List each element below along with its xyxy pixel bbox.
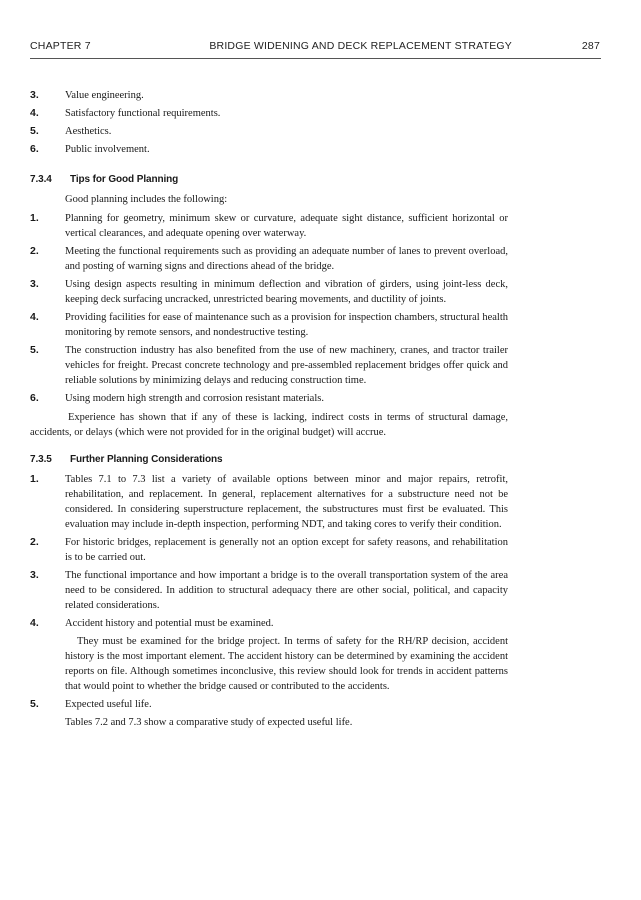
list-item-number: 5. xyxy=(30,125,39,137)
chapter-label: CHAPTER 7 xyxy=(30,40,91,52)
list-item-text: Meeting the functional requirements such as providing an adequate number of lanes to prevent overload, and posting of warning signs and directions ahead of the bridge. xyxy=(65,246,508,272)
list-item-text: Satisfactory functional requirements. xyxy=(65,108,221,119)
running-header xyxy=(30,40,600,56)
section-number: 7.3.5 xyxy=(30,454,52,465)
list-item-number: 2. xyxy=(30,536,39,548)
section-heading xyxy=(30,452,508,467)
list-item-text: Accident history and potential must be examined. xyxy=(65,618,274,629)
list-item-number: 3. xyxy=(30,569,39,581)
list-item xyxy=(30,106,508,121)
list-item-text: Using modern high strength and corrosion resistant materials. xyxy=(65,393,324,404)
list-item xyxy=(30,697,508,712)
list-item-text: Value engineering. xyxy=(65,90,144,101)
list-item xyxy=(30,142,508,157)
page-number: 287 xyxy=(581,40,600,52)
header-rule xyxy=(30,58,601,59)
list-item-number: 1. xyxy=(30,212,39,224)
list-item xyxy=(30,472,508,532)
section-7-3-5 xyxy=(30,452,508,730)
list-item xyxy=(30,343,508,388)
list-item-number: 5. xyxy=(30,344,39,356)
list-item xyxy=(30,535,508,565)
section-title: Further Planning Considerations xyxy=(70,454,223,465)
item-5-paragraph: Tables 7.2 and 7.3 show a comparative study of expected useful life. xyxy=(65,717,353,728)
list-item-text: Public involvement. xyxy=(65,144,150,155)
list-item-number: 4. xyxy=(30,107,39,119)
list-item-number: 2. xyxy=(30,245,39,257)
section-title: Tips for Good Planning xyxy=(70,174,179,185)
list-item-number: 3. xyxy=(30,278,39,290)
list-item-text: For historic bridges, replacement is generally not an option except for safety reasons, and rehabilitation is to be carried out. xyxy=(65,537,508,563)
list-item-number: 1. xyxy=(30,473,39,485)
section-heading xyxy=(30,172,508,187)
section-7-3-4 xyxy=(30,172,508,440)
list-item xyxy=(30,310,508,340)
list-item-text: Using design aspects resulting in minimum deflection and vibration of girders, using joint-less deck, keeping deck surfacing uncracked, unrestricted bearing movements, and ductility of joints. xyxy=(65,279,508,305)
page-body xyxy=(30,88,508,734)
section-number: 7.3.4 xyxy=(30,174,52,185)
list-item-number: 4. xyxy=(30,617,39,629)
list-item-text: Tables 7.1 to 7.3 list a variety of available options between minor and major repairs, retrofit, rehabilitation, and replacement. In general, replacement alternatives for a substructure need not be considered. In considering superstructure replacement, the substructures must first be evaluated. This evaluation may include in-depth inspection, performing NDT, and taking cores to verify their condition. xyxy=(65,474,508,530)
list-item-text: The functional importance and how important a bridge is to the overall transportation system of the area need to be considered. In addition to structural adequacy there are other social, political, and capacity related considerations. xyxy=(65,570,508,611)
list-item xyxy=(30,124,508,139)
list-item xyxy=(30,211,508,241)
section-closing-paragraph: Experience has shown that if any of these is lacking, indirect costs in terms of structural damage, accidents, or delays (which were not provided for in the original budget) will accrue. xyxy=(30,412,508,438)
list-item-number: 5. xyxy=(30,698,39,710)
list-item-text: Aesthetics. xyxy=(65,126,112,137)
list-item xyxy=(30,88,508,103)
top-list xyxy=(30,88,508,157)
list-item-number: 6. xyxy=(30,143,39,155)
item-4-paragraph: They must be examined for the bridge project. In terms of safety for the RH/RP decision, accident history is the most important element. The accident history can be determined by examining the accident reports on file. Although sometimes inconclusive, this review should look for trends in accident patterns that would point to whether the bridge caused or contributed to the accidents. xyxy=(65,636,508,692)
section-intro: Good planning includes the following: xyxy=(65,194,228,205)
list-item-text: The construction industry has also benefited from the use of new machinery, cranes, and tractor trailer vehicles for freight. Precast concrete technology and pre-assembled replacement bridges offer quick and reliable solutions by minimizing delays and reducing construction time. xyxy=(65,345,508,386)
list-item xyxy=(30,244,508,274)
list-item-number: 6. xyxy=(30,392,39,404)
list-item-number: 3. xyxy=(30,89,39,101)
chapter-title: BRIDGE WIDENING AND DECK REPLACEMENT STRATEGY xyxy=(209,40,512,52)
list-item xyxy=(30,568,508,613)
list-item-text: Expected useful life. xyxy=(65,699,152,710)
list-item xyxy=(30,391,508,406)
list-item-text: Providing facilities for ease of maintenance such as a provision for inspection chambers, structural health monitoring by remote sensors, and nondestructive testing. xyxy=(65,312,508,338)
list-item xyxy=(30,616,508,631)
list-item xyxy=(30,277,508,307)
list-item-text: Planning for geometry, minimum skew or curvature, adequate sight distance, sufficient horizontal or vertical clearances, and adequate opening over waterway. xyxy=(65,213,508,239)
list-item-number: 4. xyxy=(30,311,39,323)
